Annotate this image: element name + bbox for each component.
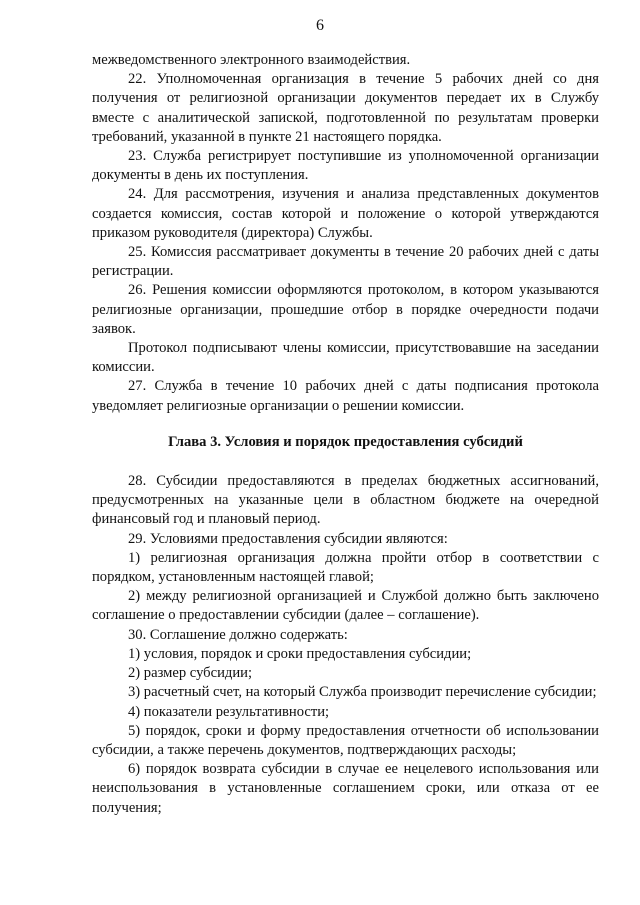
- paragraph-29: 29. Условиями предоставления субсидии являются:: [128, 530, 448, 547]
- page-number: 6: [316, 17, 324, 34]
- paragraph-29-item-1: 1) религиозная организация должна пройти отбор в соответствии с порядком, установленным настоящей главой;: [92, 549, 599, 586]
- paragraph-23: 23. Служба регистрирует поступившие из уполномоченной организации документы в день их поступления.: [92, 148, 599, 184]
- paragraph-26-protocol: Протокол подписывают члены комиссии, присутствовавшие на заседании комиссии.: [92, 340, 599, 376]
- paragraph-30-item-1: 1) условия, порядок и сроки предоставления субсидии;: [128, 645, 472, 662]
- chapter-heading: Глава 3. Условия и порядок предоставления субсидий: [168, 433, 523, 450]
- paragraph-27: 27. Служба в течение 10 рабочих дней с даты подписания протокола уведомляет религиозные организации о решении комиссии.: [92, 378, 599, 414]
- paragraph-25: 25. Комиссия рассматривает документы в течение 20 рабочих дней с даты регистрации.: [92, 244, 599, 280]
- paragraph-24: 24. Для рассмотрения, изучения и анализа представленных документов создается комиссия, состав которой и положение о которой утверждаются приказом руководителя (директора) Службы.: [92, 186, 599, 241]
- paragraph-29-item-2: 2) между религиозной организацией и Службой должно быть заключено соглашение о предоставлении субсидии (далее – соглашение).: [92, 588, 599, 624]
- paragraph-26: 26. Решения комиссии оформляются протоколом, в котором указываются религиозные организации, прошедшие отбор в порядке очередности подачи заявок.: [92, 282, 599, 337]
- paragraph-30-item-3: 3) расчетный счет, на который Служба производит перечисление субсидии;: [128, 684, 597, 701]
- paragraph-30: 30. Соглашение должно содержать:: [128, 626, 348, 643]
- paragraph-30-item-6: 6) порядок возврата субсидии в случае ее нецелевого использования или неиспользования в установленные соглашением сроки, или отказа от ее получения;: [92, 761, 599, 816]
- paragraph-30-item-4: 4) показатели результативности;: [128, 703, 330, 720]
- paragraph-continuation: межведомственного электронного взаимодействия.: [92, 52, 411, 68]
- paragraph-30-item-2: 2) размер субсидии;: [128, 665, 252, 682]
- paragraph-28: 28. Субсидии предоставляются в пределах бюджетных ассигнований, предусмотренных на указанные цели в областном бюджете на очередной финансовый год и плановый период.: [92, 473, 599, 528]
- paragraph-30-item-5: 5) порядок, сроки и форму предоставления отчетности об использовании субсидии, а также перечень документов, подтверждающих расходы;: [92, 722, 599, 758]
- document-body: [92, 51, 599, 818]
- paragraph-22: 22. Уполномоченная организация в течение 5 рабочих дней со дня получения от религиозной организации документов передает их в Службу вместе с аналитической запиской, подготовленной по результатам проверки требований, указанной в пункте 21 настоящего порядка.: [92, 71, 599, 145]
